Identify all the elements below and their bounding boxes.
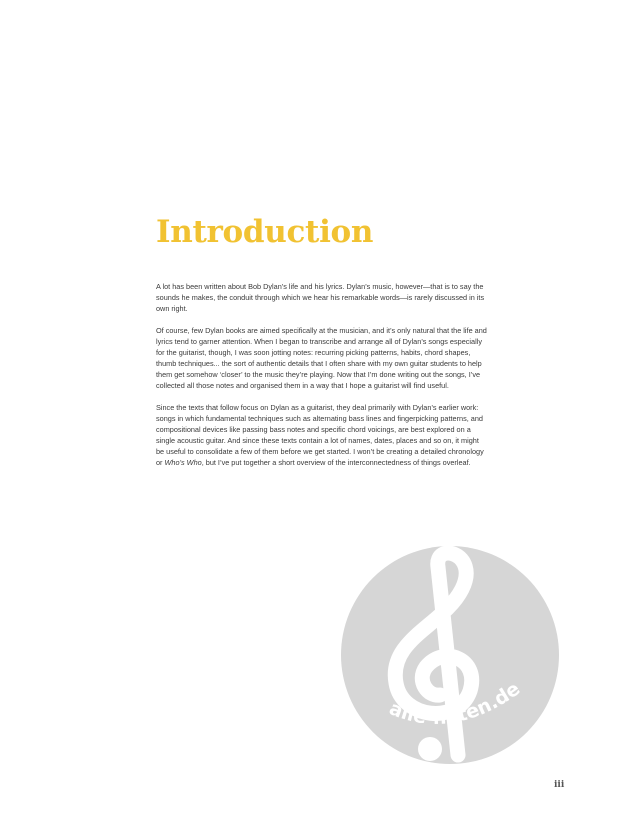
page-number: iii bbox=[554, 780, 565, 790]
paragraph-3-start: Since the texts that follow focus on Dylan as a guitarist, they deal primarily with Dylan’s earlier work: songs in which fundamental techniques such as alternating bass lines and fingerpicking patterns, and compositional devices like passing bass notes and specific chord voicings, are best explored on a single acoustic guitar. And since these texts contain a lot of names, dates, places and so on, it might be useful to consolidate a few of them before we get started. I won’t be creating a detailed chronology or bbox=[156, 403, 484, 467]
paragraph-2: Of course, few Dylan books are aimed specifically at the musician, and it’s only natural that the life and lyrics tend to garner attention. When I began to transcribe and arrange all of Dylan’s songs especially for the guitarist, though, I was soon jotting notes: recurring picking patterns, habits, chord shapes, thumb techniques... the sort of authentic details that I often share with my own guitar students to help them get somehow ‘closer’ to the music they’re playing. Now that I’m done writing out the songs, I’ve collected all those notes and organised them in a way that I hope a guitarist will find useful. bbox=[156, 326, 487, 390]
watermark-text: alle-noten.de bbox=[386, 677, 525, 730]
whos-who-emphasis: Who’s Who bbox=[164, 458, 202, 467]
paragraph-3 bbox=[156, 402, 488, 468]
introduction-text bbox=[156, 281, 488, 479]
paragraph-1: A lot has been written about Bob Dylan’s life and his lyrics. Dylan’s music, however—that is to say the sounds he makes, the conduit through which we hear his remarkable words—is rarely discussed in its own right. bbox=[156, 282, 485, 313]
page-title: Introduction bbox=[156, 214, 374, 250]
watermark-logo bbox=[340, 545, 560, 765]
paragraph-3-end: , but I’ve put together a short overview of the interconnectedness of things overleaf. bbox=[201, 458, 471, 467]
